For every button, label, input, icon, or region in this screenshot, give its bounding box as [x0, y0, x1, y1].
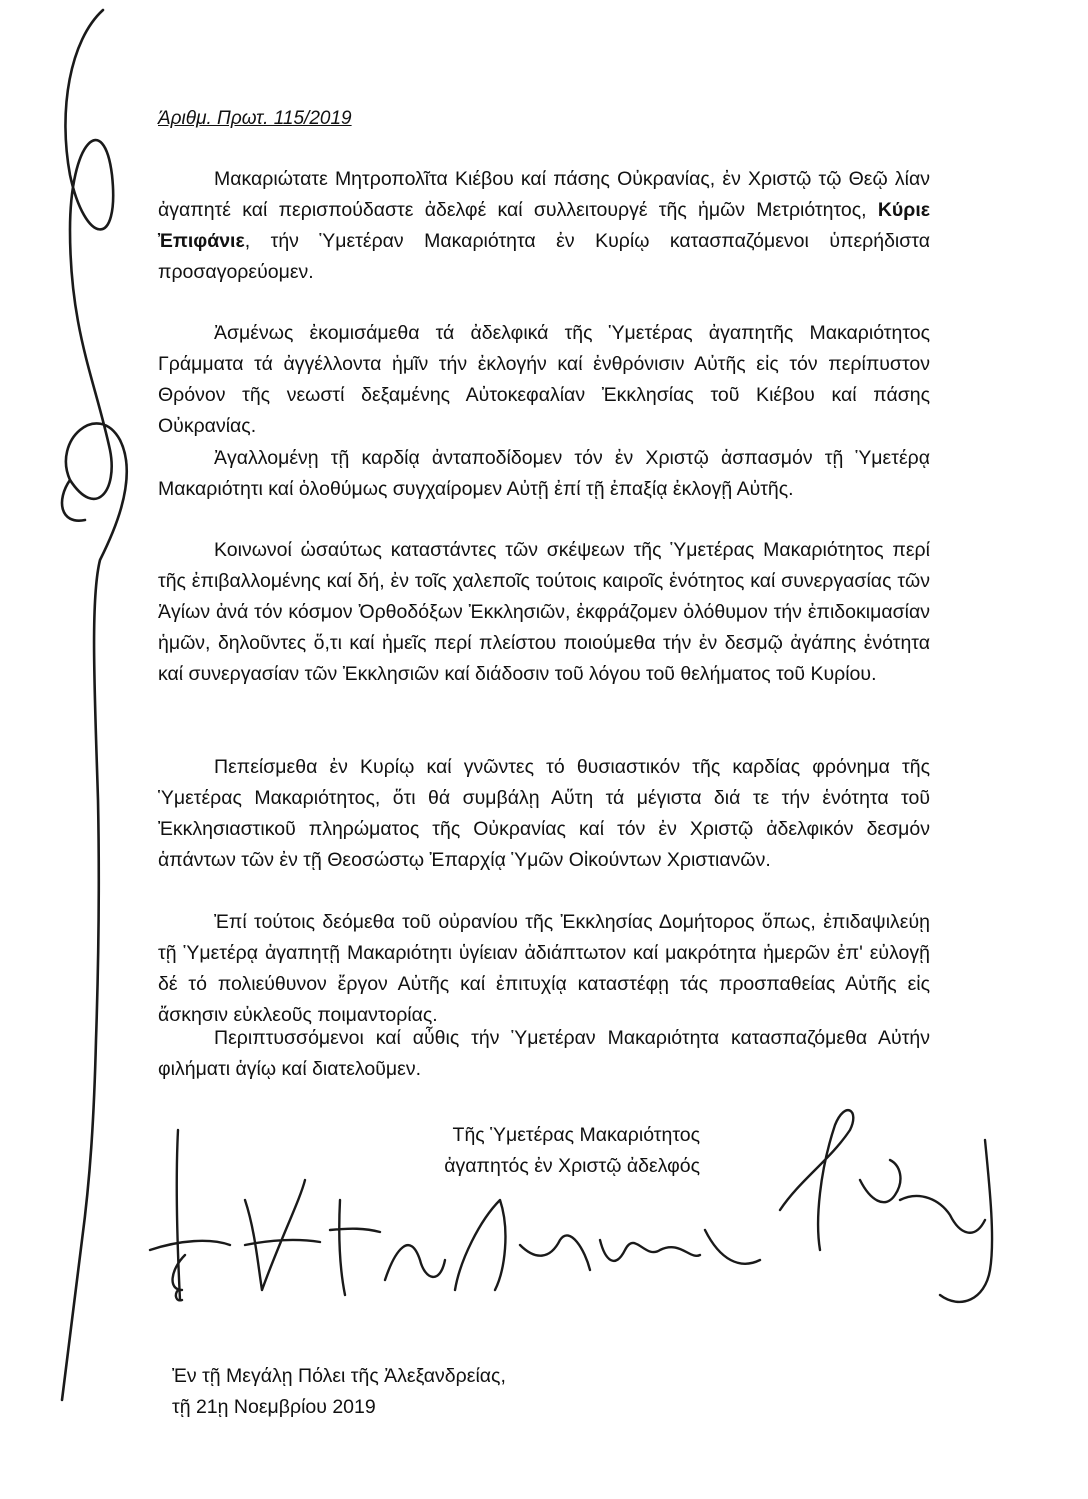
body-paragraph-6: Περιπτυσσόμενοι καί αὖθις τήν Ὑμετέραν Μακαριότητα κατασπαζόμεθα Αὐτήν φιλήματι ἁγίῳ καί διατελοῦμεν.	[158, 1027, 930, 1080]
greeting-text-start: Μακαριώτατε Μητροπολῖτα Κιέβου καί πάσης Οὐκρανίας, ἐν Χριστῷ τῷ Θεῷ λίαν ἀγαπητέ καί περισπούδαστε ἀδελφέ καί συλλειτουργέ τῆς ἡμῶν Μετριότητος,	[158, 168, 930, 221]
greeting-text-end: , τήν Ὑμετέραν Μακαριότητα ἐν Κυρίῳ κατασπαζόμενοι ὑπερήδιστα προσαγορεύομεν.	[158, 230, 930, 283]
body-paragraph-1: Ἀσμένως ἐκομισάμεθα τά ἀδελφικά τῆς Ὑμετέρας ἀγαπητῆς Μακαριότητος Γράμματα τά ἀγγέλλοντα ἡμῖν τήν ἐκλογήν καί ἐνθρόνισιν Αὐτῆς εἰς τόν περίπυστον Θρόνον τῆς νεωστί δεξαμένης Αὐτοκεφαλίαν Ἐκκλησίας τοῦ Κιέβου καί πάσης Οὐκρανίας.	[158, 322, 930, 437]
closing-line-2: ἀγαπητός ἐν Χριστῷ ἀδελφός	[444, 1155, 700, 1177]
date-line: τῇ 21ῃ Νοεμβρίου 2019	[172, 1396, 376, 1418]
body-paragraph-5: Ἐπί τούτοις δεόμεθα τοῦ οὐρανίου τῆς Ἐκκλησίας Δομήτορος ὅπως, ἐπιδαψιλεύῃ τῇ Ὑμετέρᾳ ἀγαπητῇ Μακαριότητι ὑγίειαν ἀδιάπτωτον καί μακρότητα ἡμερῶν ἐπ' εὐλογῇ δέ τό πολιεύθυνον ἔργον Αὐτῆς καί ἐπιτυχίᾳ καταστέφῃ τάς προσπαθείας Αὐτῆς εἰς ἄσκησιν εὐκλεοῦς ποιμαντορίας.	[158, 911, 930, 1026]
place-line: Ἐν τῇ Μεγάλῃ Πόλει τῆς Ἀλεξανδρείας,	[172, 1365, 506, 1387]
addressee-name: Κύριε Ἐπιφάνιε	[158, 199, 930, 252]
greeting-paragraph	[158, 164, 930, 288]
body-paragraph-4: Πεπείσμεθα ἐν Κυρίῳ καί γνῶντες τό θυσιαστικόν τῆς καρδίας φρόνημα τῆς Ὑμετέρας Μακαριότητος, ὅτι θά συμβάλῃ Αὕτη τά μέγιστα διά τε τήν ἑνότητα τοῦ Ἐκκλησιαστικοῦ πληρώματος τῆς Οὐκρανίας καί τόν ἐν Χριστῷ ἀδελφικόν δεσμόν ἁπάντων τῶν ἐν τῇ Θεοσώστῳ Ἐπαρχίᾳ Ὑμῶν Οἰκούντων Χριστιανῶν.	[158, 756, 930, 871]
body-paragraph-3: Κοινωνοί ὡσαύτως καταστάντες τῶν σκέψεων τῆς Ὑμετέρας Μακαριότητος περί τῆς ἐπιβαλλομένης καί δή, ἐν τοῖς χαλεποῖς τούτοις καιροῖς ἑνότητος καί συνεργασίας τῶν Ἁγίων ἀνά τόν κόσμον Ὀρθοδόξων Ἐκκλησιῶν, ἐκφράζομεν ὁλόθυμον τήν ἐπιδοκιμασίαν ἡμῶν, δηλοῦντες ὅ,τι καί ἡμεῖς περί πλείστου ποιούμεθα τήν ἐν δεσμῷ ἀγάπης ἑνότητα καί συνεργασίαν τῶν Ἐκκλησιῶν καί διάδοσιν τοῦ λόγου τοῦ θελήματος τοῦ Κυρίου.	[158, 539, 930, 685]
closing-line-1: Τῆς Ὑμετέρας Μακαριότητος	[452, 1124, 700, 1146]
body-paragraph-2: Ἀγαλλομένῃ τῇ καρδίᾳ ἀνταποδίδομεν τόν ἐν Χριστῷ ἀσπασμόν τῇ Ὑμετέρᾳ Μακαριότητι καί ὁλοθύμως συγχαίρομεν Αὐτῇ ἐπί τῇ ἐπαξίᾳ ἐκλογῇ Αὐτῆς.	[158, 447, 930, 500]
protocol-number: Άριθμ. Πρωτ. 115/2019	[158, 108, 352, 129]
